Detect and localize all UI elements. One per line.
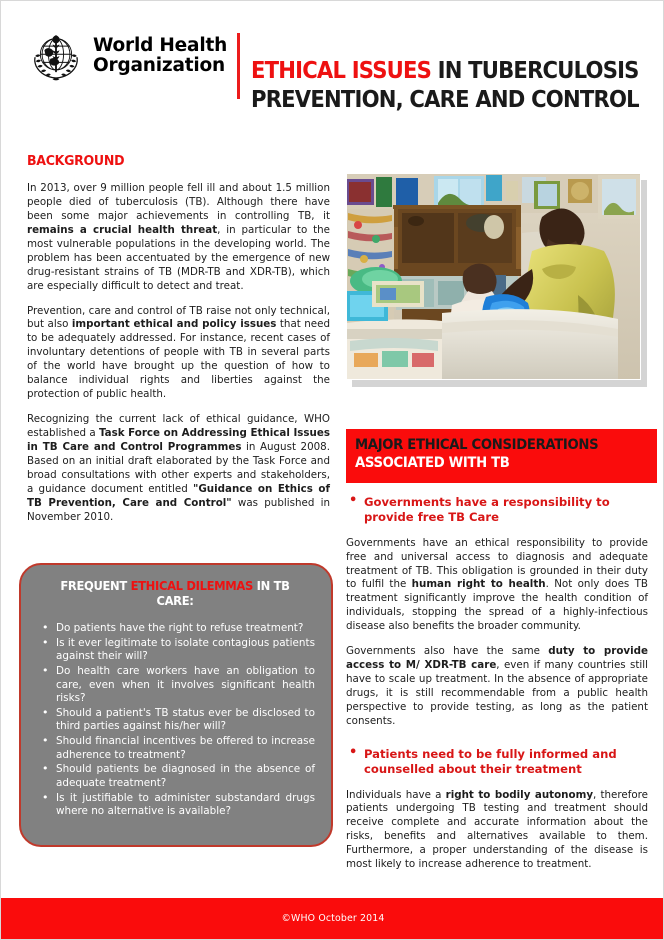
bg-p1-text-a: In 2013, over 9 million people fell ill and about 1.5 million people died of tuberculosis (TB). Although there have been some major achievements in controlling TB, it	[27, 182, 330, 222]
ethical-dilemmas-title	[45, 578, 305, 608]
ethical-dilemmas-box	[19, 563, 333, 847]
list-item: • Should patients be diagnosed in the absence of adequate treatment?	[35, 763, 315, 790]
list-item: • Should a patient's TB status ever be disclosed to third parties against his/her will?	[35, 707, 315, 734]
r-p3-text-b: , therefore patients undergoing TB testing and treatment should receive complete and accurate information about the risks, benefits and alternatives available to them. Furthermore, a proper understanding of the disease is most likely to increase adherence to treatment.	[346, 788, 648, 871]
background-paragraph-2	[27, 305, 330, 403]
list-item: • Do patients have the right to refuse treatment?	[35, 622, 315, 636]
subheading-informed-counselled: • Patients need to be fully informed and counselled about their treatment	[346, 747, 648, 777]
page-footer	[1, 898, 664, 939]
right-paragraph-2	[346, 645, 648, 729]
who-logo	[1, 1, 233, 85]
r-p2-text-a: Governments also have the same	[346, 645, 549, 658]
r-p3-bold: right to bodily autonomy	[445, 788, 594, 801]
r-p1-bold: human right to health	[411, 578, 546, 591]
dilemma-title-b: IN TB CARE:	[156, 578, 290, 608]
bg-p2-bold: important ethical and policy issues	[71, 318, 277, 331]
bg-p1-bold: remains a crucial health threat	[27, 223, 218, 236]
list-item: • Is it justifiable to administer substandard drugs where no alternative is available?	[35, 792, 315, 819]
r-p1-text-a: Governments have an ethical responsibility to provide free and universal access to diagnosis and adequate treatment of TB. This obligation is grounded in their duty to fulfil the	[346, 536, 648, 591]
bg-p3-bold-2: "Guidance on Ethics of TB Prevention, Care and Control"	[27, 482, 330, 509]
background-paragraph-3	[27, 413, 330, 525]
who-wordmark-line2: Organization	[93, 55, 226, 76]
page-title-line1	[251, 56, 639, 85]
r-p2-bold: duty to provide access to M/ XDR-TB care	[346, 645, 648, 672]
dilemma-title-highlight: ETHICAL DILEMMAS	[130, 578, 253, 593]
r-p3-text-a: Individuals have a	[346, 788, 446, 801]
list-item: • Do health care workers have an obligation to care, even when it involves significant health risks?	[35, 665, 315, 706]
who-emblem-icon	[27, 27, 85, 85]
header-divider	[237, 33, 240, 99]
r-p2-text-b: , even if many countries still have to scale up treatment. In the absence of appropriate drugs, it is still recommendable from a public health perspective to provide testing, as long as the patient consents.	[346, 659, 648, 727]
who-wordmark-line1: World Health	[93, 35, 228, 57]
bg-p3-text-a: Recognizing the current lack of ethical guidance, WHO established a	[27, 413, 330, 439]
banner-line2: ASSOCIATED WITH TB	[355, 455, 510, 472]
page-title-rest: IN TUBERCULOSIS	[431, 56, 639, 84]
ethical-dilemmas-list	[35, 622, 315, 819]
page-title-highlight: ETHICAL ISSUES	[251, 56, 432, 84]
page-title-line2: PREVENTION, CARE AND CONTROL	[251, 84, 639, 113]
subheading-free-tb-care: • Governments have a responsibility to provide free TB Care	[346, 495, 648, 525]
bg-p1-text-b: , in particular to the most vulnerable populations in the developing world. The problem has been accentuated by the emergence of new drug-resistant strains of TB (MDR-TB and XDR-TB), which are especially difficult to detect and treat.	[27, 223, 330, 292]
dilemma-title-a: FREQUENT	[60, 578, 131, 593]
tb-care-photo	[346, 173, 641, 380]
right-column	[346, 495, 648, 883]
banner-line1: MAJOR ETHICAL CONSIDERATIONS	[355, 437, 599, 453]
bg-p3-text-b: in August 2008. Based on an initial draft elaborated by the Task Force and broad consultations with other experts and stakeholders, a guidance document entitled	[27, 440, 331, 495]
bg-p2-text-b: that need to be adequately addressed. For instance, recent cases of involuntary detentions of people with TB in several parts of the world have brought up the question of how to balance individual rights and liberties against the protection of public health.	[27, 318, 331, 401]
who-wordmark	[93, 36, 227, 75]
left-column	[27, 153, 330, 536]
major-considerations-banner	[346, 429, 657, 483]
right-paragraph-1	[346, 537, 648, 635]
page-title	[251, 56, 655, 113]
background-heading: BACKGROUND	[27, 153, 125, 169]
list-item: • Should financial incentives be offered to increase adherence to treatment?	[35, 735, 315, 762]
right-paragraph-3	[346, 789, 648, 873]
copyright-text: ©WHO October 2014	[281, 913, 385, 924]
bg-p2-text-a: Prevention, care and control of TB raise not only technical, but also	[27, 304, 330, 331]
tb-care-photo-image	[346, 173, 641, 380]
document-header	[1, 1, 664, 149]
r-p1-text-b: . Not only does TB treatment significantly improve the health condition of individuals, stopping the spread of a highly-infectious disease also benefits the broader community.	[346, 578, 648, 633]
bg-p3-bold-1: Task Force on Addressing Ethical Issues in TB Care and Control Programmes	[27, 427, 330, 453]
bg-p3-text-c: was published in November 2010.	[27, 496, 330, 523]
background-paragraph-1	[27, 182, 330, 294]
list-item: • Is it ever legitimate to isolate contagious patients against their will?	[35, 637, 315, 664]
